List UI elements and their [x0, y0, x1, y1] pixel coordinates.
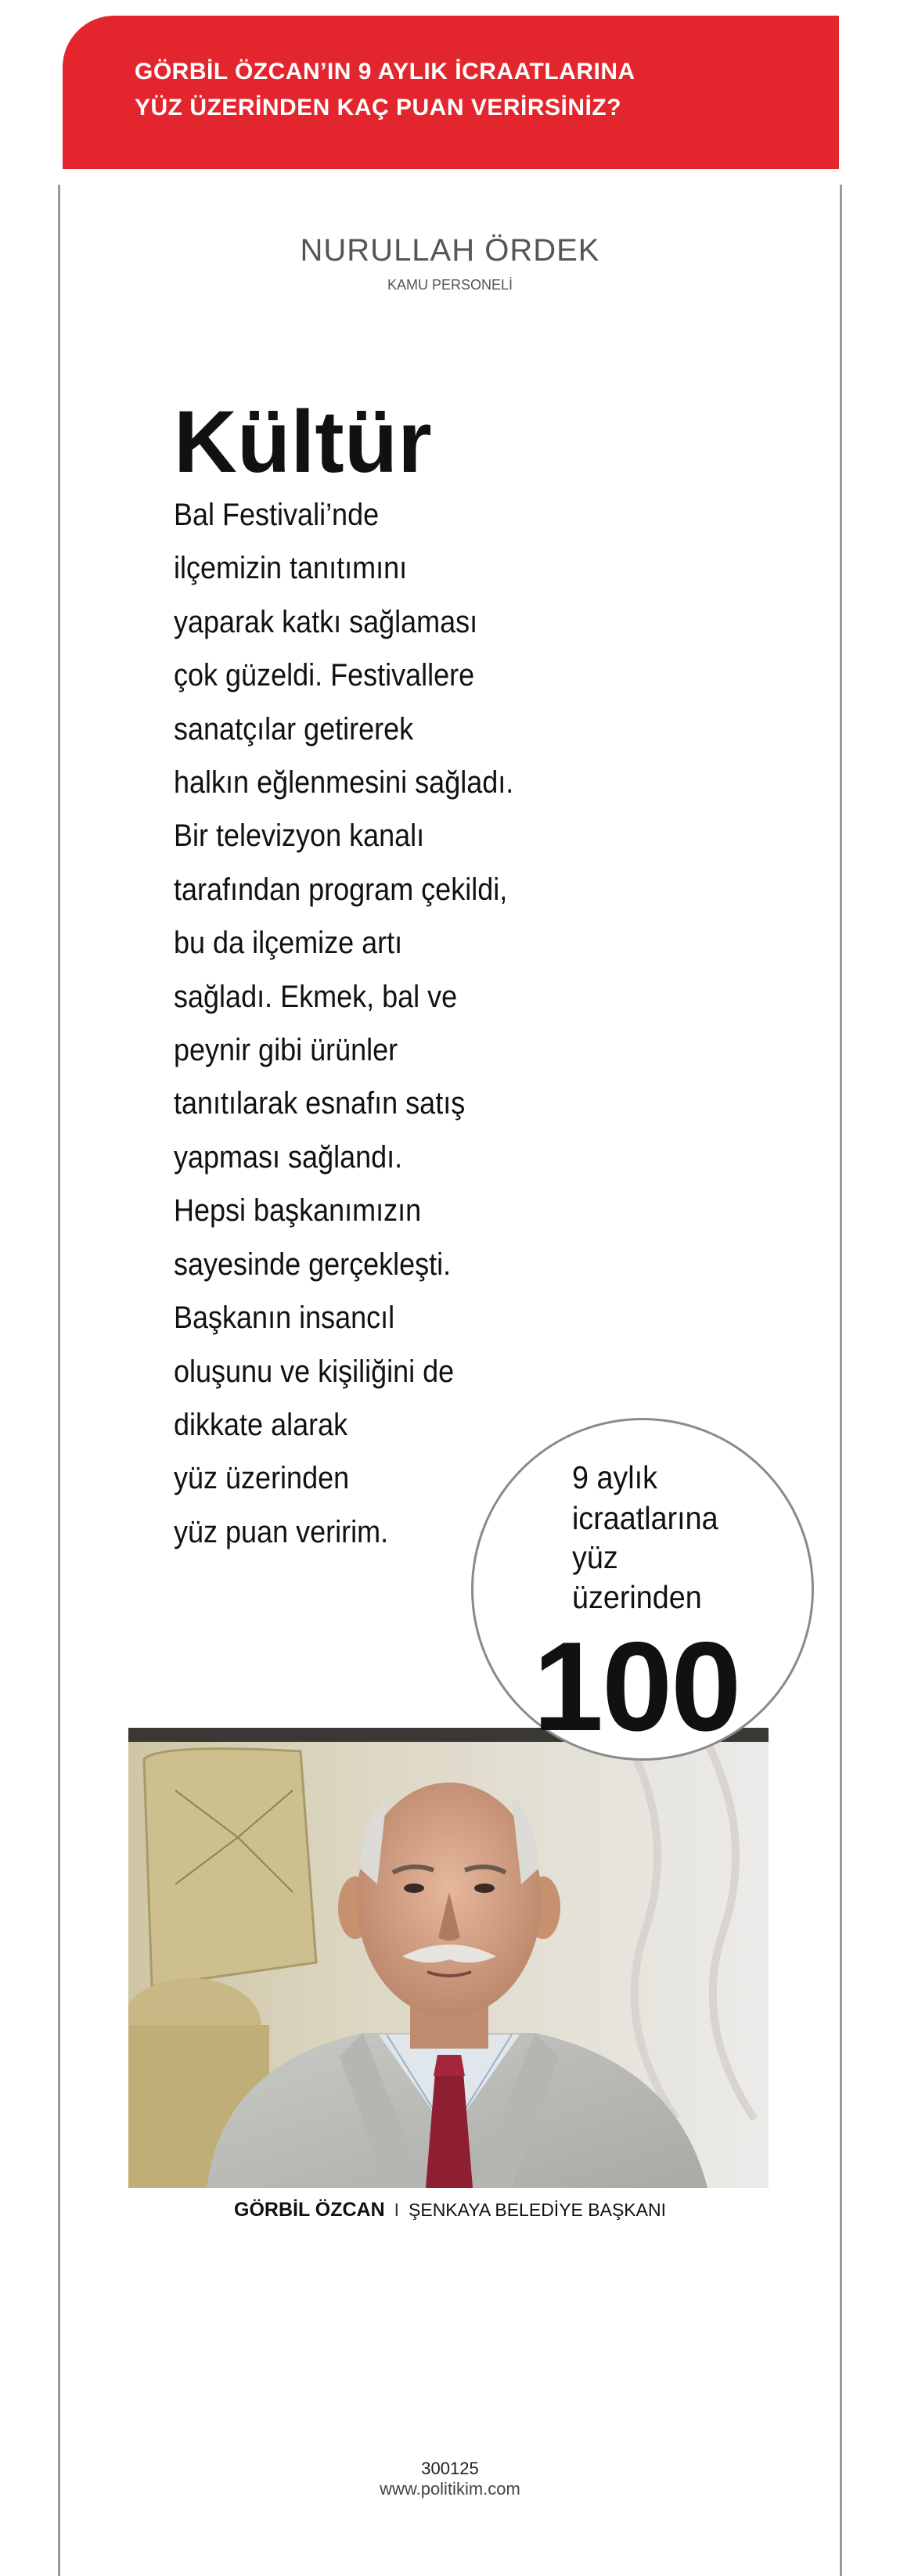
score-badge-line-1: 9 aylık	[572, 1459, 658, 1495]
score-badge-line-2: icraatlarına	[572, 1500, 718, 1536]
portrait-photo-icon	[128, 1728, 769, 2188]
score-badge-line-4: üzerinden	[572, 1579, 702, 1615]
caption-title: ŞENKAYA BELEDİYE BAŞKANI	[409, 2200, 666, 2220]
article-line: oluşunu ve kişiliğini de	[174, 1354, 455, 1389]
header-question-line-1: GÖRBİL ÖZCAN’IN 9 AYLIK İCRAATLARINA	[135, 59, 635, 85]
article-line: Bal Festivali’nde	[174, 498, 380, 532]
footer-code: 300125	[421, 2459, 479, 2478]
article-line: Bir televizyon kanalı	[174, 818, 425, 854]
article-line: yapması sağlandı.	[174, 1139, 403, 1175]
section-title: Kültür	[174, 393, 432, 491]
question-header-banner	[63, 16, 839, 169]
article-line: yüz üzerinden	[174, 1461, 350, 1496]
article-line: tarafından program çekildi,	[174, 872, 508, 907]
author-name: NURULLAH ÖRDEK	[300, 233, 600, 268]
score-badge	[471, 1418, 814, 1761]
score-value: 100	[533, 1616, 740, 1758]
article-line: sayesinde gerçekleşti.	[174, 1247, 452, 1282]
article-line: sağladı. Ekmek, bal ve	[174, 979, 458, 1014]
photo-caption	[0, 2199, 900, 2222]
article-line: Başkanın insancıl	[174, 1301, 395, 1336]
article-line: yaparak katkı sağlaması	[174, 604, 478, 639]
header-question-line-2: YÜZ ÜZERİNDEN KAÇ PUAN VERİRSİNİZ?	[135, 95, 622, 121]
score-badge-line-3: yüz	[572, 1539, 618, 1575]
article-line: ilçemizin tanıtımını	[174, 551, 408, 586]
article-line: tanıtılarak esnafın satış	[174, 1086, 466, 1121]
author-role: KAMU PERSONELİ	[387, 277, 513, 293]
article-body	[174, 488, 596, 1559]
mayor-portrait-photo	[128, 1728, 769, 2188]
article-line: çok güzeldi. Festivallere	[174, 658, 475, 693]
article-line: Hepsi başkanımızın	[174, 1193, 422, 1229]
article-line: bu da ilçemize artı	[174, 926, 403, 961]
footer-url: www.politikim.com	[380, 2479, 520, 2499]
article-line: peynir gibi ürünler	[174, 1033, 398, 1068]
caption-name: GÖRBİL ÖZCAN	[234, 2199, 385, 2221]
caption-separator: I	[394, 2200, 400, 2220]
article-line: yüz puan veririm.	[174, 1514, 389, 1549]
article-line: halkın eğlenmesini sağladı.	[174, 765, 514, 801]
article-line: dikkate alarak	[174, 1407, 348, 1442]
article-line: sanatçılar getirerek	[174, 711, 414, 747]
